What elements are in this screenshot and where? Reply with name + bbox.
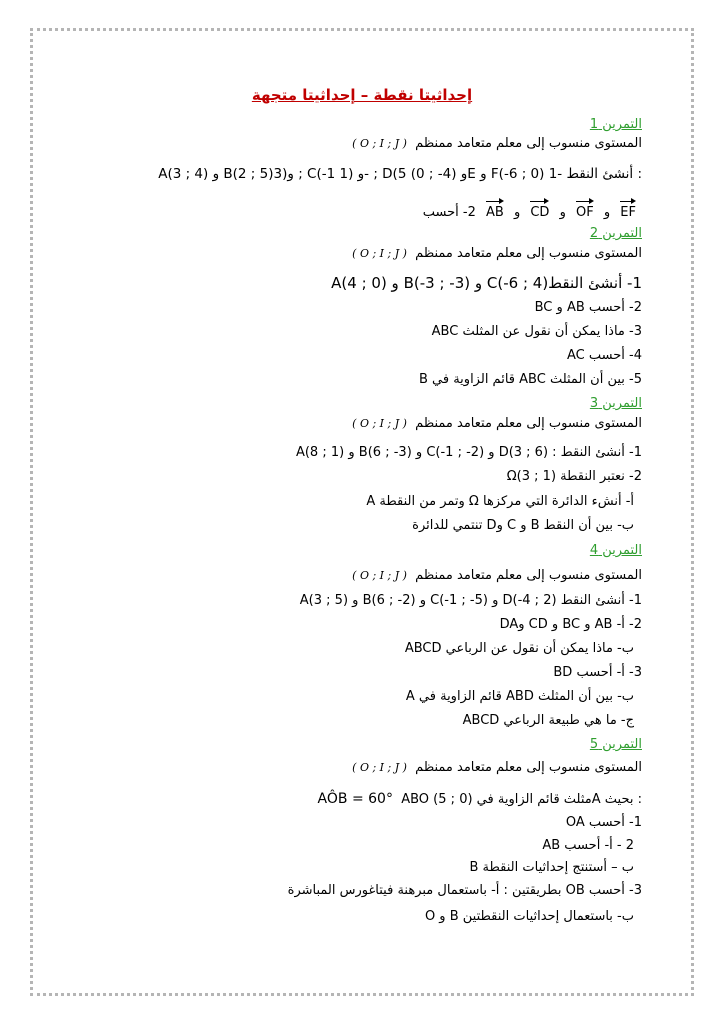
exercise-2-line-4: 4- أحسب AC <box>567 348 642 363</box>
vector-cd: CD <box>530 201 549 221</box>
exercise-2-line-1: 1- أنشئ النقط(4 ; 6-)C و (3- ; 3-)B و (0 ; A(4 <box>331 274 642 292</box>
exercise-5-line-2: 1- أحسب OA <box>565 815 642 830</box>
exercise-4-line-6: ج- ما هي طبيعة الرباعي ABCD <box>462 713 634 728</box>
intro-text: المستوى منسوب إلى معلم متعامد ممنظم <box>415 760 642 775</box>
exercise-3-heading: التمرين 3 <box>589 396 642 411</box>
exercise-3-line-3: أ- أنشء الدائرة التي مركزها Ω وتمر من النقطة A <box>366 494 634 509</box>
q2-label: 2- أحسب <box>422 205 476 220</box>
exercise-5-line-5: 3- أحسب OB بطريقتين : أ- باستعمال مبرهنة فيتاغورس المباشرة <box>287 883 642 898</box>
and-word: و <box>513 205 521 220</box>
reference-frame: ( O ; I ; J ) <box>352 761 407 774</box>
exercise-5-line-1 <box>318 791 642 808</box>
and-word: و <box>603 205 611 220</box>
exercise-4-line-5: ب- بين أن المثلث ABD قائم الزاوية في A <box>405 689 634 704</box>
exercise-2-heading: التمرين 2 <box>589 226 642 241</box>
exercise-1-q2 <box>423 201 642 221</box>
exercise-3-line-4: ب- بين أن النقط B و C وD تنتمي للدائرة <box>412 518 634 533</box>
vector-ef: EF <box>620 201 636 221</box>
exercise-1-heading: التمرين 1 <box>589 117 642 132</box>
vector-of: OF <box>576 201 594 221</box>
exercise-3-intro <box>352 416 642 432</box>
exercise-2-line-5: 5- بين أن المثلث ABC قائم الزاوية في B <box>418 372 642 387</box>
intro-text: المستوى منسوب إلى معلم متعامد ممنظم <box>415 246 642 261</box>
exercise-4-line-4: 3- أ- أحسب BD <box>553 665 642 680</box>
exercise-5-heading: التمرين 5 <box>589 737 642 752</box>
exercise-1-intro <box>352 136 642 152</box>
exercise-2-intro <box>352 246 642 262</box>
vector-ab: AB <box>486 201 504 221</box>
exercise-2-line-3: 3- ماذا يمكن أن نقول عن المثلث ABC <box>431 324 642 339</box>
page-title: إحداثيتا نقطة – إحداثيتا متجهة <box>251 86 473 104</box>
and-word: و <box>559 205 566 220</box>
reference-frame: ( O ; I ; J ) <box>352 417 407 430</box>
exercise-5-line-6: ب- باستعمال إحداثيات النقطتين B و O <box>424 909 634 924</box>
exercise-5-line-3: 2 - أ- أحسب AB <box>542 838 634 853</box>
exercise-3-line-1: 1- أنشئ النقط : D(3 ; 6) و (2- ; 1-)C و (3- ; 6)B و (1 ; A(8 <box>295 445 642 460</box>
intro-text: المستوى منسوب إلى معلم متعامد ممنظم <box>415 416 642 431</box>
exercise-2-line-2: 2- أحسب AB و BC <box>534 300 642 315</box>
exercise-1-q1 <box>158 166 642 182</box>
angle-value: AÔB = 60° <box>317 791 393 807</box>
reference-frame: ( O ; I ; J ) <box>352 247 407 260</box>
exercise-4-line-3: ب- ماذا يمكن أن نقول عن الرباعي ABCD <box>404 641 634 656</box>
exercise-4-line-1: 1- أنشئ النقط (2 ; 4-)D و (5- ; 1-)C و (2- ; 6)B و (5 ; A(3 <box>299 593 642 608</box>
intro-text: المستوى منسوب إلى معلم متعامد ممنظم <box>415 136 642 151</box>
triangle-statement: ABO مثلث قائم الزاوية في (0 ; 5)A بحيث : <box>401 792 642 807</box>
exercise-5-intro <box>352 760 642 776</box>
exercise-4-intro <box>352 568 642 584</box>
q1-label: 1- أنشئ النقط : <box>548 166 642 182</box>
intro-text: المستوى منسوب إلى معلم متعامد ممنظم <box>415 568 642 583</box>
exercise-4-line-2: 2- أ- AB و BC و CD وDA <box>499 617 642 632</box>
exercise-4-heading: التمرين 4 <box>589 543 642 558</box>
points-list: A(3 ; 4) و B(2 ; 5)و(3 ; C(-1 و (1- ; D(5 و (4- ; 0)E و F(-6 ; 0) <box>158 166 545 182</box>
reference-frame: ( O ; I ; J ) <box>352 569 407 582</box>
exercise-5-line-4: ب – أستنتج إحداثيات النقطة B <box>469 860 634 875</box>
exercise-3-line-2: 2- نعتبر النقطة (1 ; 3)Ω <box>506 469 642 484</box>
reference-frame: ( O ; I ; J ) <box>352 137 407 150</box>
